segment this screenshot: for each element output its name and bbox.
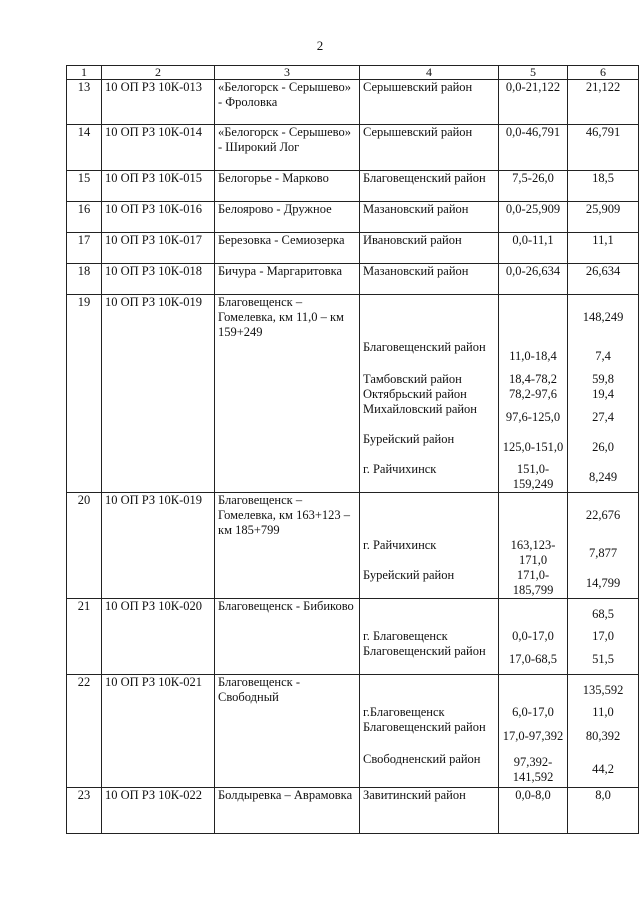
- district-list: [360, 599, 499, 675]
- district: Благовещенский район: [363, 644, 486, 658]
- district-list: [360, 295, 499, 493]
- road-name: Благовещенск – Гомелевка, км 11,0 – км 159+249: [215, 295, 360, 493]
- table-row: [67, 295, 639, 493]
- km-range: 163,123-171,0: [510, 538, 556, 567]
- table-row: [67, 264, 639, 295]
- km-range: 11,0-18,4: [509, 348, 557, 363]
- road-code: 10 ОП РЗ 10К-018: [102, 264, 215, 295]
- km-range: 0,0-21,122: [499, 80, 568, 125]
- length-list: [568, 675, 639, 788]
- length: 26,0: [592, 439, 614, 454]
- table-header-row: [67, 66, 639, 80]
- length-total: 135,592: [582, 682, 624, 697]
- row-number: 18: [67, 264, 102, 295]
- km-range: 97,6-125,0: [505, 409, 561, 424]
- length: 17,0: [592, 629, 614, 643]
- length: 8,0: [568, 788, 639, 834]
- km-range-list: [499, 493, 568, 599]
- length-total: 148,249: [582, 310, 624, 324]
- table-row: [67, 675, 639, 788]
- table-row: [67, 788, 639, 834]
- km-range: 0,0-25,909: [499, 202, 568, 233]
- road-name: Бичура - Маргаритовка: [215, 264, 360, 295]
- district: Бурейский район: [363, 568, 455, 582]
- column-header: 3: [215, 66, 360, 80]
- row-number: 13: [67, 80, 102, 125]
- roads-table: [66, 65, 639, 834]
- length: 59,8: [592, 372, 614, 386]
- length: 26,634: [568, 264, 639, 295]
- km-range: 0,0-26,634: [499, 264, 568, 295]
- district: Мазановский район: [360, 202, 499, 233]
- road-name: Благовещенск – Гомелевка, км 163+123 – км 185+799: [215, 493, 360, 599]
- km-range: 97,392-141,592: [512, 754, 554, 784]
- district-list: [360, 493, 499, 599]
- km-range: 0,0-46,791: [499, 125, 568, 171]
- length-list: [568, 493, 639, 599]
- page-number: 2: [316, 38, 324, 53]
- district: Тамбовский район: [363, 372, 462, 386]
- km-range: 17,0-97,392: [502, 728, 564, 743]
- column-header: 6: [568, 66, 639, 80]
- length: 7,4: [595, 348, 611, 363]
- km-range-list: [499, 599, 568, 675]
- km-range: 0,0-17,0: [512, 629, 554, 643]
- row-number: 15: [67, 171, 102, 202]
- length: 46,791: [568, 125, 639, 171]
- district-list: [360, 675, 499, 788]
- district: Михайловский район: [363, 402, 477, 416]
- road-code: 10 ОП РЗ 10К-013: [102, 80, 215, 125]
- road-code: 10 ОП РЗ 10К-015: [102, 171, 215, 202]
- table-row: [67, 233, 639, 264]
- district: г. Благовещенск: [363, 629, 448, 643]
- row-number: 22: [67, 675, 102, 788]
- km-range: 0,0-8,0: [499, 788, 568, 834]
- column-header: 5: [499, 66, 568, 80]
- length: 11,1: [568, 233, 639, 264]
- km-range: 125,0-151,0: [502, 439, 564, 454]
- district: Благовещенский район: [363, 340, 486, 354]
- column-header: 1: [67, 66, 102, 80]
- length-total: 68,5: [592, 606, 614, 621]
- column-header: 4: [360, 66, 499, 80]
- district: Благовещенский район: [363, 720, 486, 734]
- length: 44,2: [592, 762, 614, 776]
- length: 80,392: [585, 728, 621, 743]
- road-name: «Белогорск - Серышево» - Широкий Лог: [215, 125, 360, 171]
- km-range: 151,0-159,249: [512, 462, 554, 491]
- row-number: 14: [67, 125, 102, 171]
- length: 25,909: [568, 202, 639, 233]
- district: г.Благовещенск: [363, 705, 445, 719]
- km-range: 17,0-68,5: [509, 651, 557, 666]
- table-row: [67, 171, 639, 202]
- district: Благовещенский район: [360, 171, 499, 202]
- length: 27,4: [592, 409, 614, 424]
- road-code: 10 ОП РЗ 10К-022: [102, 788, 215, 834]
- length-total: 22,676: [585, 508, 621, 522]
- road-name: Болдыревка – Аврамовка: [215, 788, 360, 834]
- row-number: 17: [67, 233, 102, 264]
- length: 11,0: [592, 705, 614, 719]
- road-code: 10 ОП РЗ 10К-016: [102, 202, 215, 233]
- district: Серышевский район: [360, 80, 499, 125]
- km-range: 6,0-17,0: [512, 705, 554, 719]
- district: Серышевский район: [360, 125, 499, 171]
- road-name: Благовещенск - Бибиково: [215, 599, 360, 675]
- km-range: 78,2-97,6: [509, 387, 557, 401]
- length: 51,5: [592, 651, 614, 666]
- table-row: [67, 599, 639, 675]
- district: Завитинский район: [360, 788, 499, 834]
- length: 14,799: [585, 575, 621, 590]
- length-list: [568, 295, 639, 493]
- km-range: 171,0-185,799: [512, 568, 554, 597]
- road-name: «Белогорск - Серышево» - Фроловка: [215, 80, 360, 125]
- length-list: [568, 599, 639, 675]
- row-number: 21: [67, 599, 102, 675]
- district: Октябрьский район: [363, 387, 467, 401]
- km-range-list: [499, 675, 568, 788]
- district: г. Райчихинск: [363, 538, 437, 552]
- road-name: Белоярово - Дружное: [215, 202, 360, 233]
- km-range-list: [499, 295, 568, 493]
- road-code: 10 ОП РЗ 10К-019: [102, 493, 215, 599]
- km-range: 18,4-78,2: [509, 372, 557, 386]
- length: 19,4: [592, 387, 614, 401]
- length: 7,877: [588, 545, 618, 560]
- road-code: 10 ОП РЗ 10К-017: [102, 233, 215, 264]
- road-code: 10 ОП РЗ 10К-014: [102, 125, 215, 171]
- length: 21,122: [568, 80, 639, 125]
- table-row: [67, 80, 639, 125]
- length: 8,249: [588, 469, 618, 484]
- road-code: 10 ОП РЗ 10К-021: [102, 675, 215, 788]
- km-range: 0,0-11,1: [499, 233, 568, 264]
- road-name: Березовка - Семиозерка: [215, 233, 360, 264]
- district: Свободненский район: [363, 752, 481, 766]
- district: Ивановский район: [360, 233, 499, 264]
- district: Бурейский район: [363, 432, 455, 446]
- road-code: 10 ОП РЗ 10К-020: [102, 599, 215, 675]
- table-row: [67, 125, 639, 171]
- row-number: 16: [67, 202, 102, 233]
- row-number: 20: [67, 493, 102, 599]
- table-row: [67, 493, 639, 599]
- column-header: 2: [102, 66, 215, 80]
- length: 18,5: [568, 171, 639, 202]
- road-name: Белогорье - Марково: [215, 171, 360, 202]
- district: г. Райчихинск: [363, 462, 437, 476]
- km-range: 7,5-26,0: [499, 171, 568, 202]
- row-number: 19: [67, 295, 102, 493]
- road-code: 10 ОП РЗ 10К-019: [102, 295, 215, 493]
- district: Мазановский район: [360, 264, 499, 295]
- row-number: 23: [67, 788, 102, 834]
- table-row: [67, 202, 639, 233]
- road-name: Благовещенск - Свободный: [215, 675, 360, 788]
